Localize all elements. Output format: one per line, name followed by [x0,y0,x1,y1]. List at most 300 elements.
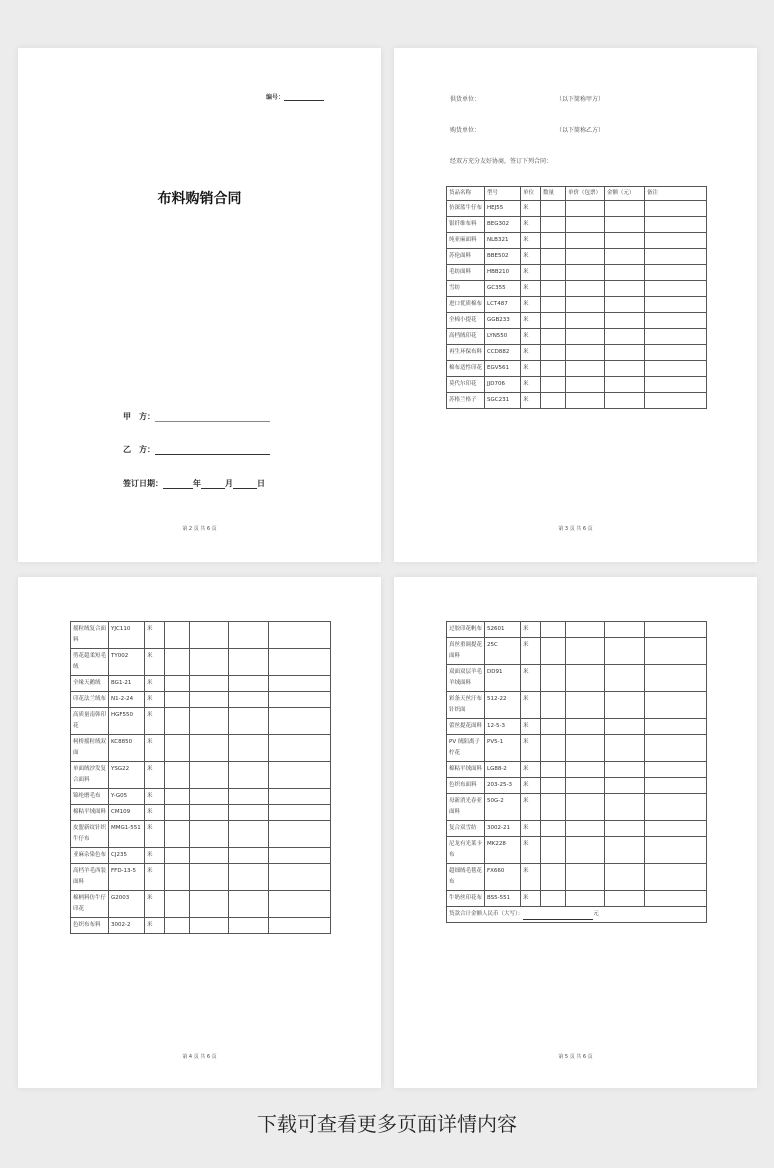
empty-cell [566,361,605,377]
empty-cell [645,249,707,265]
empty-cell [269,692,331,708]
model-cell: EGV561 [485,361,521,377]
table-row [447,794,707,821]
goods-name-cell: 过胶印花帆布 [447,622,485,638]
empty-cell [541,345,566,361]
table-row [447,393,707,409]
empty-cell [190,848,229,864]
empty-cell [229,735,269,762]
empty-cell [566,864,605,891]
unit-cell: 米 [521,891,541,907]
unit-cell: 米 [145,805,165,821]
empty-cell [541,735,566,762]
sign-date-label: 签订日期： [123,479,163,488]
model-cell: MMG1-551 [109,821,145,848]
unit-cell: 米 [521,345,541,361]
table-header-cell: 货品名称 [447,187,485,201]
goods-name-cell: 亚麻杂染色布 [71,848,109,864]
empty-cell [645,837,707,864]
goods-table [446,621,707,923]
year-label: 年 [193,479,201,488]
empty-cell [566,692,605,719]
sign-date-line [123,478,265,489]
empty-cell [645,281,707,297]
empty-cell [566,233,605,249]
goods-name-cell: 高质量南韩印花 [71,708,109,735]
empty-cell [165,676,190,692]
day-blank [233,480,257,489]
table-row [71,735,331,762]
empty-cell [165,789,190,805]
empty-cell [269,864,331,891]
unit-cell: 米 [521,377,541,393]
contract-cover-page [18,48,381,562]
empty-cell [566,622,605,638]
unit-cell: 米 [521,249,541,265]
table-row [71,692,331,708]
contract-table-page-3 [394,48,757,562]
empty-cell [645,638,707,665]
goods-name-cell: 牛奶丝印花布 [447,891,485,907]
empty-cell [190,692,229,708]
empty-cell [165,864,190,891]
unit-cell: 米 [521,821,541,837]
table-row [447,281,707,297]
party-b-line [123,444,270,455]
model-cell: 512-22 [485,692,521,719]
party-a-blank [155,413,270,422]
contract-number-label: 编号： [266,94,285,101]
buyer-label: 购货单位： [450,127,481,134]
goods-name-cell: 全棉小提花 [447,313,485,329]
empty-cell [190,708,229,735]
month-blank [201,480,225,489]
empty-cell [165,649,190,676]
unit-cell: 米 [521,864,541,891]
empty-cell [541,837,566,864]
empty-cell [541,233,566,249]
empty-cell [645,622,707,638]
unit-cell: 米 [521,281,541,297]
party-b-blank [155,446,270,455]
empty-cell [269,918,331,934]
empty-cell [541,622,566,638]
empty-cell [566,891,605,907]
empty-cell [645,762,707,778]
empty-cell [605,377,645,393]
model-cell: 52601 [485,622,521,638]
model-cell: YJC110 [109,622,145,649]
goods-name-cell: 棉布适性印花 [447,361,485,377]
empty-cell [605,891,645,907]
download-more-caption: 下载可查看更多页面详情内容 [257,1112,517,1136]
empty-cell [165,735,190,762]
model-cell: LYN550 [485,329,521,345]
goods-name-cell: 毛纺面料 [447,265,485,281]
total-unit: 元 [593,911,599,917]
empty-cell [229,848,269,864]
model-cell: HEJ55 [485,201,521,217]
empty-cell [566,249,605,265]
unit-cell: 米 [145,821,165,848]
empty-cell [605,329,645,345]
unit-cell: 米 [145,676,165,692]
unit-cell: 米 [521,778,541,794]
table-row [447,345,707,361]
empty-cell [605,719,645,735]
goods-name-cell: 印花法兰绒布 [71,692,109,708]
empty-cell [269,789,331,805]
empty-cell [541,821,566,837]
empty-cell [645,233,707,249]
empty-cell [605,361,645,377]
empty-cell [229,789,269,805]
table-row [71,918,331,934]
empty-cell [566,837,605,864]
table-row [71,676,331,692]
party-a-label: 甲 方： [123,412,155,421]
empty-cell [605,233,645,249]
unit-cell: 米 [521,638,541,665]
empty-cell [566,345,605,361]
table-header-cell: 数量 [541,187,566,201]
model-cell: Y-G05 [109,789,145,805]
table-row [71,848,331,864]
empty-cell [566,735,605,762]
empty-cell [229,708,269,735]
total-label: 货款合计金额人民币（大写）： [449,911,524,917]
goods-name-cell: 银纤维布料 [447,217,485,233]
table-row [447,665,707,692]
table-row [447,249,707,265]
goods-name-cell: 摇粒绒复合面料 [71,622,109,649]
table-row [447,735,707,762]
empty-cell [269,805,331,821]
empty-cell [541,201,566,217]
table-row [447,638,707,665]
empty-cell [645,692,707,719]
empty-cell [190,649,229,676]
empty-cell [605,249,645,265]
unit-cell: 米 [145,918,165,934]
empty-cell [541,692,566,719]
goods-name-cell: 彩条天丝汗布针织面 [447,692,485,719]
empty-cell [269,708,331,735]
model-cell: 12-5-3 [485,719,521,735]
empty-cell [645,265,707,281]
empty-cell [269,622,331,649]
empty-cell [541,864,566,891]
empty-cell [605,837,645,864]
empty-cell [541,313,566,329]
goods-name-cell: 色织布布料 [71,918,109,934]
table-row [447,329,707,345]
goods-name-cell: 色织布面料 [447,778,485,794]
table-row [447,778,707,794]
empty-cell [605,313,645,329]
goods-name-cell: 母新消光春亚面料 [447,794,485,821]
unit-cell: 米 [521,233,541,249]
empty-cell [541,891,566,907]
unit-cell: 米 [521,329,541,345]
table-row [447,361,707,377]
model-cell: CM109 [109,805,145,821]
table-row [447,821,707,837]
table-row [447,622,707,638]
goods-name-cell: PV 绒阳离子柠花 [447,735,485,762]
unit-cell: 米 [521,393,541,409]
empty-cell [645,735,707,762]
table-row [71,891,331,918]
empty-cell [229,821,269,848]
empty-cell [165,805,190,821]
supplier-label: 供货单位： [450,96,481,103]
empty-cell [566,393,605,409]
table-row [71,762,331,789]
supplier-note: （以下简称甲方） [556,96,605,103]
empty-cell [566,217,605,233]
unit-cell: 米 [145,649,165,676]
page-number: 第 3 页 共 6 页 [558,526,593,532]
table-row [447,864,707,891]
model-cell: TY002 [109,649,145,676]
model-cell: 25C [485,638,521,665]
goods-name-cell: 高档绒印花 [447,329,485,345]
unit-cell: 米 [145,789,165,805]
empty-cell [566,665,605,692]
unit-cell: 米 [521,313,541,329]
empty-cell [541,217,566,233]
empty-cell [605,297,645,313]
unit-cell: 米 [521,665,541,692]
empty-cell [541,265,566,281]
empty-cell [566,719,605,735]
table-row [71,708,331,735]
model-cell: HGF550 [109,708,145,735]
empty-cell [605,864,645,891]
empty-cell [605,794,645,821]
empty-cell [566,329,605,345]
unit-cell: 米 [145,891,165,918]
empty-cell [566,297,605,313]
goods-name-cell: 棉粘平绒面料 [447,762,485,778]
goods-name-cell: 苏伦面料 [447,249,485,265]
table-header-cell: 单价（包票） [566,187,605,201]
model-cell: 50G-2 [485,794,521,821]
model-cell: GC355 [485,281,521,297]
goods-name-cell: 进口优质棉布 [447,297,485,313]
empty-cell [269,891,331,918]
empty-cell [165,821,190,848]
model-cell: KC8850 [109,735,145,762]
table-row [447,377,707,393]
empty-cell [229,649,269,676]
model-cell: 3002-21 [485,821,521,837]
empty-cell [566,821,605,837]
unit-cell: 米 [145,864,165,891]
empty-cell [541,762,566,778]
model-cell: CJ235 [109,848,145,864]
unit-cell: 米 [521,692,541,719]
empty-cell [645,345,707,361]
model-cell: BG1-21 [109,676,145,692]
table-row [447,692,707,719]
empty-cell [541,249,566,265]
unit-cell: 米 [145,622,165,649]
empty-cell [229,864,269,891]
empty-cell [605,638,645,665]
empty-cell [541,329,566,345]
empty-cell [645,297,707,313]
empty-cell [541,719,566,735]
goods-name-cell: 单面绒沙发复合面料 [71,762,109,789]
empty-cell [269,676,331,692]
goods-name-cell: 剪花超柔短毛绒 [71,649,109,676]
contract-table-page-4 [18,577,381,1088]
empty-cell [190,918,229,934]
goods-name-cell: 双面双层羊毛羊绒面料 [447,665,485,692]
model-cell: G2003 [109,891,145,918]
empty-cell [645,329,707,345]
goods-table [70,621,331,934]
empty-cell [566,638,605,665]
model-cell: HBB210 [485,265,521,281]
empty-cell [165,708,190,735]
model-cell: LG88-2 [485,762,521,778]
empty-cell [229,622,269,649]
empty-cell [645,201,707,217]
table-row [71,649,331,676]
empty-cell [605,393,645,409]
empty-cell [190,676,229,692]
table-row [447,837,707,864]
goods-name-cell: 真丝重调提花面料 [447,638,485,665]
empty-cell [190,735,229,762]
model-cell: NLB321 [485,233,521,249]
model-cell: BEG302 [485,217,521,233]
empty-cell [165,848,190,864]
empty-cell [605,265,645,281]
goods-name-cell: 仿深蓝牛仔布 [447,201,485,217]
empty-cell [541,297,566,313]
empty-cell [165,622,190,649]
unit-cell: 米 [145,848,165,864]
table-header-cell: 备注 [645,187,707,201]
empty-cell [190,891,229,918]
empty-cell [645,821,707,837]
table-header-cell: 金额（元） [605,187,645,201]
table-row [447,233,707,249]
empty-cell [541,638,566,665]
unit-cell: 米 [521,735,541,762]
empty-cell [566,265,605,281]
goods-name-cell: 蕾丝提花面料 [447,719,485,735]
unit-cell: 米 [145,762,165,789]
table-row [447,201,707,217]
table-row [71,622,331,649]
day-label: 日 [257,479,265,488]
goods-name-cell: 皮盟新纹针织牛仔布 [71,821,109,848]
empty-cell [541,281,566,297]
table-header-cell: 型号 [485,187,521,201]
party-b-label: 乙 方： [123,445,155,454]
empty-cell [645,794,707,821]
table-row [71,805,331,821]
empty-cell [645,665,707,692]
empty-cell [541,377,566,393]
unit-cell: 米 [521,217,541,233]
model-cell: JJD706 [485,377,521,393]
goods-name-cell: 柯桥摇粒绒双面 [71,735,109,762]
goods-name-cell: 纯亚麻面料 [447,233,485,249]
empty-cell [190,864,229,891]
table-row [447,217,707,233]
empty-cell [645,377,707,393]
empty-cell [190,762,229,789]
month-label: 月 [225,479,233,488]
table-row [447,891,707,907]
empty-cell [645,778,707,794]
page-number: 第 5 页 共 6 页 [558,1054,593,1060]
total-amount-cell [447,907,707,923]
unit-cell: 米 [521,837,541,864]
empty-cell [566,377,605,393]
empty-cell [541,665,566,692]
table-row [447,762,707,778]
empty-cell [229,805,269,821]
empty-cell [605,735,645,762]
empty-cell [645,891,707,907]
empty-cell [541,794,566,821]
empty-cell [605,665,645,692]
table-row [447,719,707,735]
goods-name-cell: 锦纶磨毛布 [71,789,109,805]
unit-cell: 米 [521,201,541,217]
goods-name-cell: 尼龙有光莱卡布 [447,837,485,864]
empty-cell [229,918,269,934]
model-cell: BBE502 [485,249,521,265]
empty-cell [269,848,331,864]
unit-cell: 米 [521,361,541,377]
empty-cell [269,735,331,762]
empty-cell [541,361,566,377]
empty-cell [229,762,269,789]
empty-cell [605,778,645,794]
model-cell: N1-2-24 [109,692,145,708]
unit-cell: 米 [145,692,165,708]
empty-cell [269,649,331,676]
model-cell: 203-25-3 [485,778,521,794]
page-number: 第 2 页 共 6 页 [182,526,217,532]
empty-cell [566,313,605,329]
unit-cell: 米 [145,708,165,735]
goods-name-cell: 超细绒毛毯花布 [447,864,485,891]
empty-cell [541,393,566,409]
empty-cell [269,821,331,848]
model-cell: BS5-551 [485,891,521,907]
empty-cell [190,821,229,848]
table-row [447,297,707,313]
model-cell: 3002-2 [109,918,145,934]
empty-cell [566,778,605,794]
contract-table-page-5 [394,577,757,1088]
empty-cell [190,622,229,649]
unit-cell: 米 [521,297,541,313]
empty-cell [566,201,605,217]
model-cell: GGB233 [485,313,521,329]
model-cell: DD91 [485,665,521,692]
empty-cell [566,794,605,821]
